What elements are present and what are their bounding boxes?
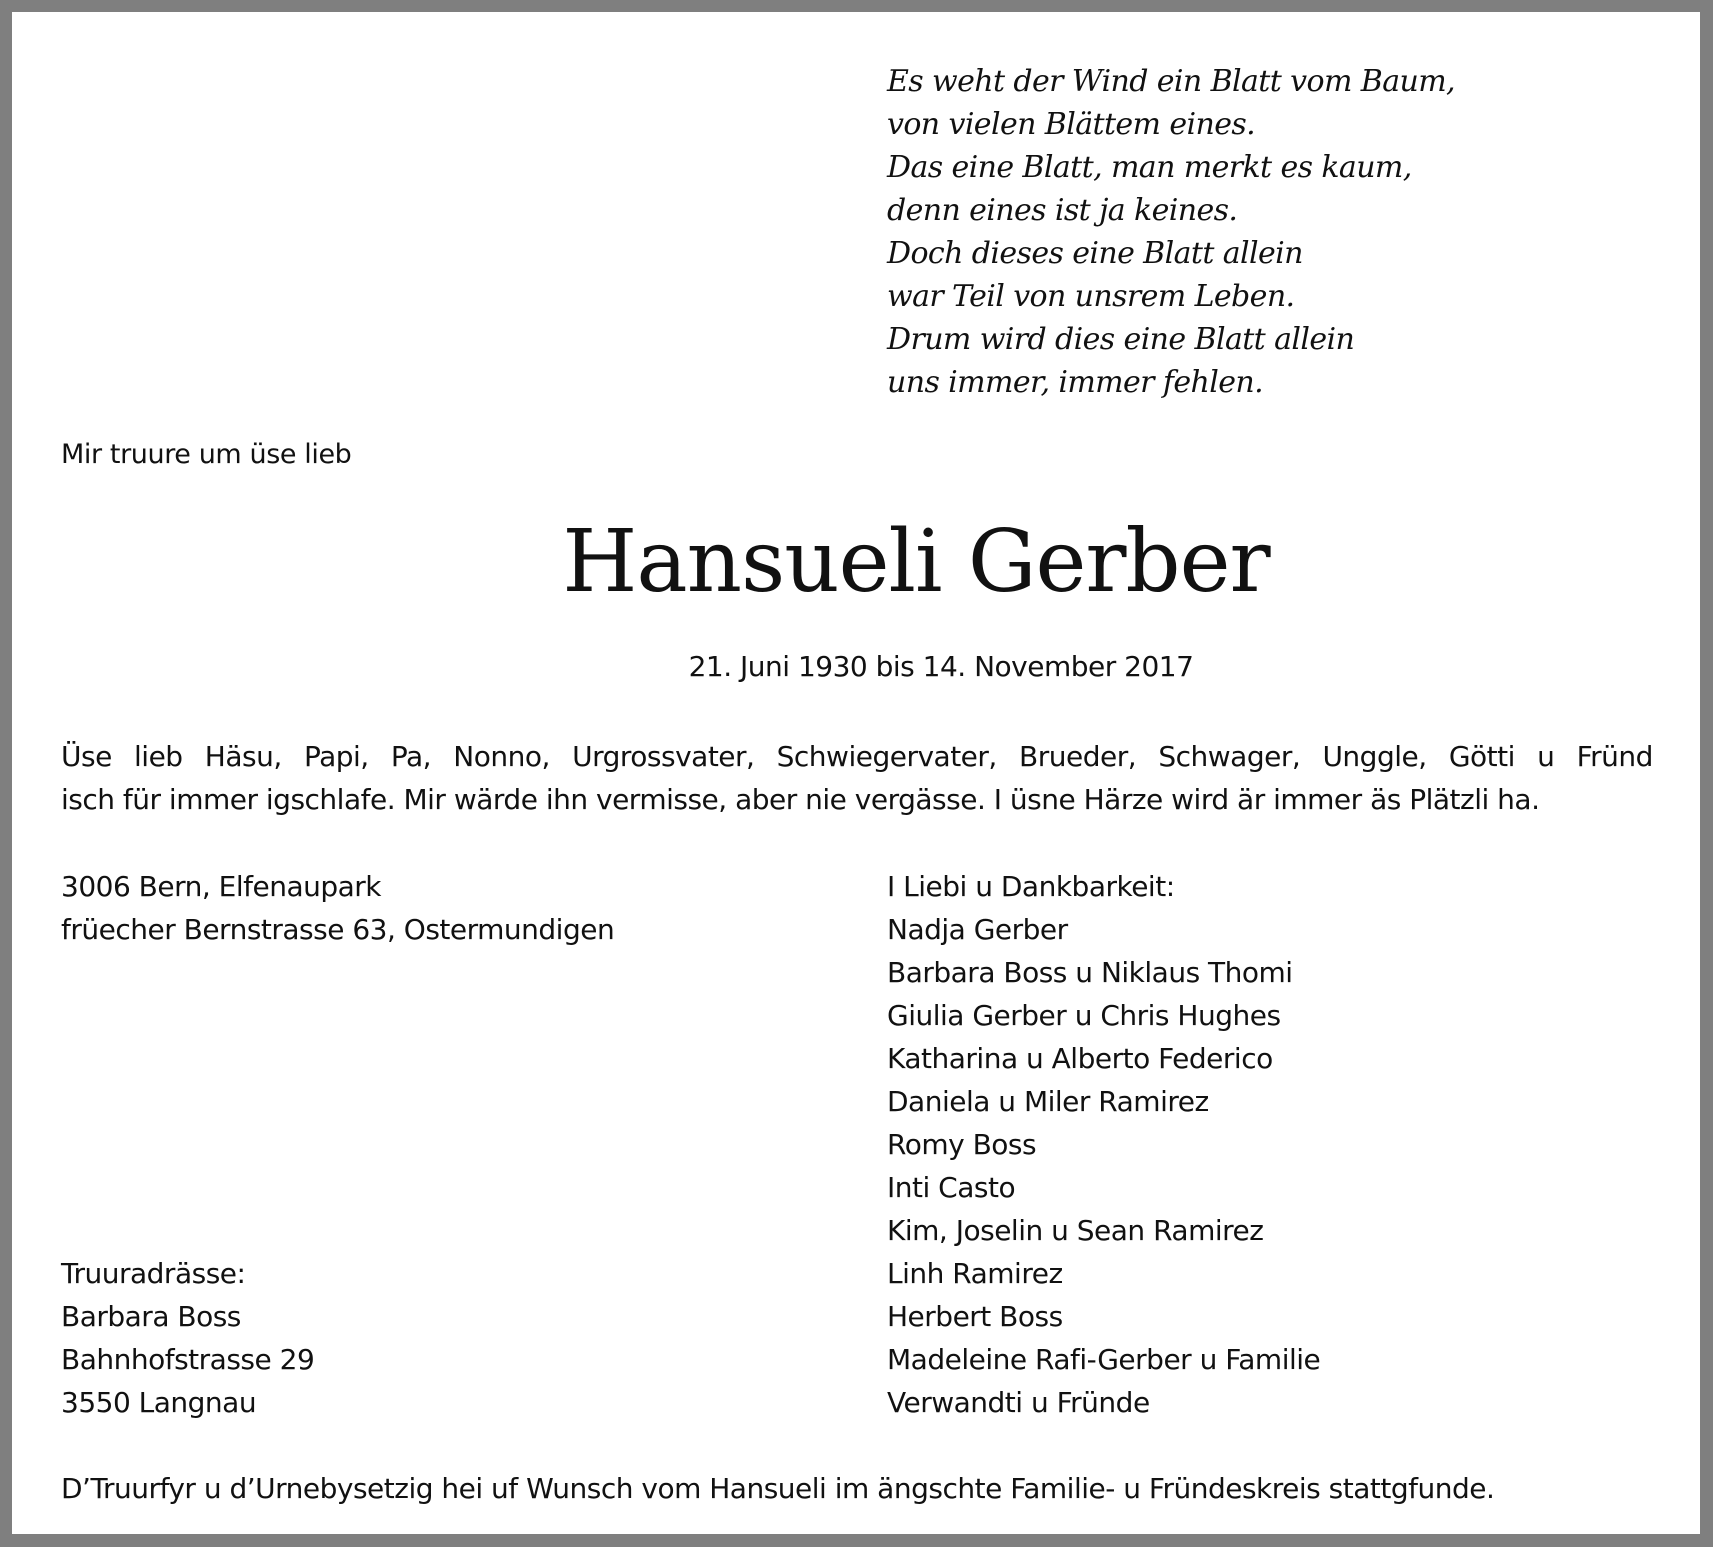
address-line: 3006 Bern, Elfenaupark [61, 870, 382, 903]
message-word: Üse [61, 740, 112, 773]
message-word: Brueder, [1019, 740, 1137, 773]
closing-note: D’Truurfyr u d’Urnebysetzig hei uf Wunsch vom Hansueli im ängschte Familie- u Fründeskreis stattgfunde. [61, 1472, 1495, 1505]
mourner-name: Verwandti u Fründe [887, 1386, 1150, 1419]
message-word: Schwager, [1158, 740, 1301, 773]
message-word: Fründ [1576, 740, 1653, 773]
mourner-name: Giulia Gerber u Chris Hughes [887, 999, 1281, 1032]
mourner-name: Nadja Gerber [887, 913, 1068, 946]
poem [887, 60, 1587, 404]
mourner-name: Barbara Boss u Niklaus Thomi [887, 956, 1293, 989]
contact-line: 3550 Langnau [61, 1386, 257, 1419]
message-word: Götti [1448, 740, 1515, 773]
message-line-2: isch für immer igschlafe. Mir wärde ihn vermisse, aber nie vergässe. I üsne Härze wird är immer äs Plätzli ha. [61, 783, 1540, 816]
contact-line: Barbara Boss [61, 1300, 241, 1333]
poem-line: Doch dieses eine Blatt allein [887, 236, 1303, 271]
message-word: Schwiegervater, [776, 740, 997, 773]
mourner-name: Herbert Boss [887, 1300, 1063, 1333]
message-word: Urgrossvater, [572, 740, 755, 773]
life-dates: 21. Juni 1930 bis 14. November 2017 [688, 650, 1194, 683]
contact-address-block [61, 1252, 314, 1424]
poem-line: war Teil von unsrem Leben. [887, 279, 1295, 314]
mourner-name: Linh Ramirez [887, 1257, 1063, 1290]
message-word: Nonno, [453, 740, 550, 773]
address-block [61, 865, 614, 951]
message-word: Unggle, [1322, 740, 1427, 773]
mourners-list [887, 865, 1320, 1424]
poem-line: Drum wird dies eine Blatt allein [887, 322, 1355, 357]
message-word: u [1537, 740, 1555, 773]
message-line-1 [61, 735, 1653, 778]
mourners-heading: I Liebi u Dankbarkeit: [887, 870, 1175, 903]
poem-line: Das eine Blatt, man merkt es kaum, [887, 150, 1412, 185]
poem-line: uns immer, immer fehlen. [887, 365, 1264, 400]
poem-line: Es weht der Wind ein Blatt vom Baum, [887, 64, 1455, 99]
message-word: Papi, [303, 740, 369, 773]
deceased-name: Hansueli Gerber [562, 512, 1270, 612]
poem-line: denn eines ist ja keines. [887, 193, 1238, 228]
poem-line: von vielen Blättem eines. [887, 107, 1256, 142]
contact-heading: Truuradrässe: [61, 1257, 246, 1290]
mourner-name: Inti Casto [887, 1171, 1016, 1204]
mourner-name: Romy Boss [887, 1128, 1037, 1161]
message-paragraph [61, 735, 1653, 821]
mourner-name: Kim, Joselin u Sean Ramirez [887, 1214, 1264, 1247]
intro-text: Mir truure um üse lieb [61, 439, 352, 470]
contact-line: Bahnhofstrasse 29 [61, 1343, 315, 1376]
mourner-name: Katharina u Alberto Federico [887, 1042, 1273, 1075]
message-word: lieb [134, 740, 183, 773]
mourner-name: Daniela u Miler Ramirez [887, 1085, 1209, 1118]
message-word: Pa, [390, 740, 432, 773]
address-line: früecher Bernstrasse 63, Ostermundigen [61, 913, 615, 946]
message-word: Häsu, [204, 740, 282, 773]
mourner-name: Madeleine Rafi-Gerber u Familie [887, 1343, 1321, 1376]
